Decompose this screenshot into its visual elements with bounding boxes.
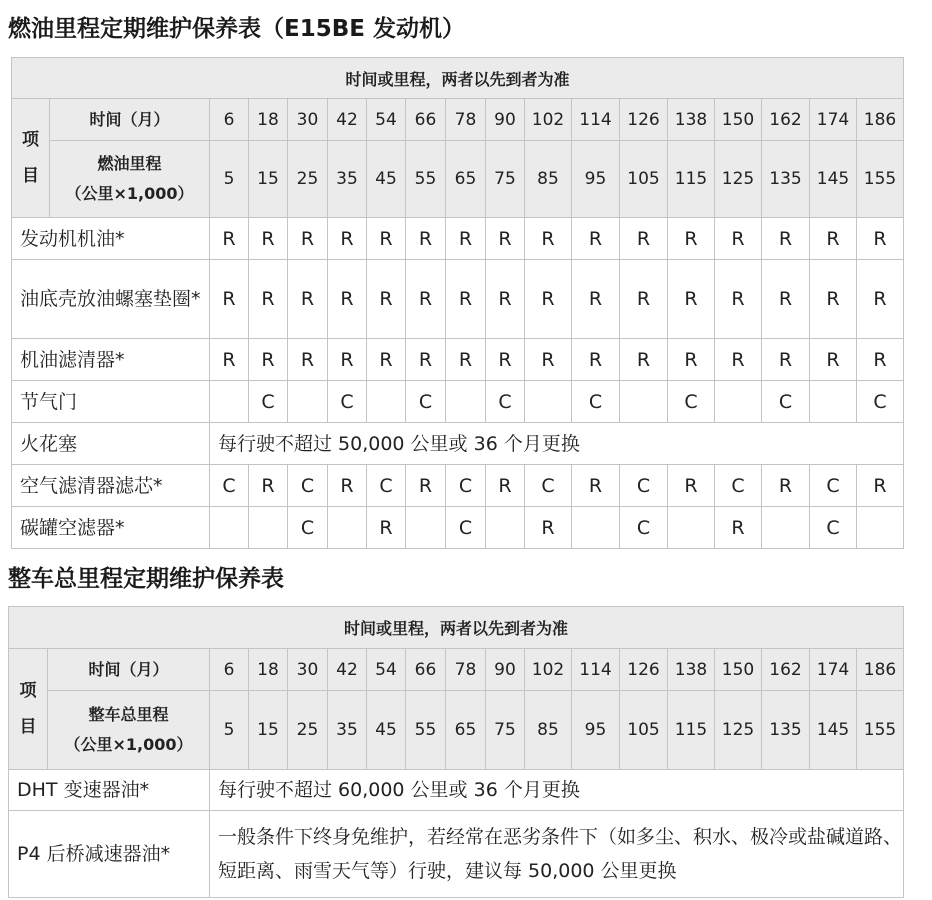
maintenance-mark: R — [857, 339, 904, 381]
month-value: 114 — [572, 649, 620, 691]
maintenance-mark: R — [446, 339, 486, 381]
maintenance-mark: R — [715, 339, 762, 381]
table-row — [12, 507, 904, 549]
month-value: 162 — [762, 99, 810, 141]
month-value: 18 — [249, 649, 288, 691]
table1-maintenance-table — [11, 57, 904, 549]
table-row — [9, 811, 904, 898]
maintenance-mark: R — [249, 465, 288, 507]
maintenance-mark: R — [406, 465, 446, 507]
maintenance-mark: R — [249, 218, 288, 260]
km-value: 115 — [668, 691, 715, 770]
maintenance-mark: R — [762, 465, 810, 507]
month-value: 174 — [810, 649, 857, 691]
maintenance-mark: R — [367, 218, 406, 260]
maintenance-item-name: 机油滤清器* — [12, 339, 210, 381]
month-value: 66 — [406, 99, 446, 141]
table-row — [12, 339, 904, 381]
maintenance-mark: C — [857, 381, 904, 423]
km-value: 55 — [406, 691, 446, 770]
maintenance-mark — [446, 381, 486, 423]
km-value: 65 — [446, 691, 486, 770]
month-value: 54 — [367, 649, 406, 691]
km-value: 35 — [328, 141, 367, 218]
maintenance-mark: C — [446, 507, 486, 549]
distance-label — [48, 691, 210, 770]
maintenance-mark — [525, 381, 572, 423]
maintenance-mark: C — [486, 381, 525, 423]
maintenance-mark: R — [367, 507, 406, 549]
month-value: 30 — [288, 649, 328, 691]
month-value: 30 — [288, 99, 328, 141]
maintenance-mark: R — [249, 260, 288, 339]
maintenance-mark: R — [406, 218, 446, 260]
km-value: 125 — [715, 141, 762, 218]
km-value: 95 — [572, 691, 620, 770]
maintenance-mark: R — [620, 339, 668, 381]
maintenance-mark: R — [857, 465, 904, 507]
maintenance-mark: R — [572, 218, 620, 260]
maintenance-mark — [367, 381, 406, 423]
maintenance-mark — [620, 381, 668, 423]
maintenance-mark: R — [715, 507, 762, 549]
maintenance-mark: R — [810, 218, 857, 260]
km-value: 155 — [857, 141, 904, 218]
maintenance-mark: R — [210, 218, 249, 260]
maintenance-mark: C — [620, 465, 668, 507]
maintenance-mark — [857, 507, 904, 549]
month-value: 78 — [446, 99, 486, 141]
maintenance-mark: R — [857, 218, 904, 260]
km-value: 105 — [620, 691, 668, 770]
maintenance-mark: C — [715, 465, 762, 507]
maintenance-mark: C — [620, 507, 668, 549]
maintenance-mark: R — [406, 339, 446, 381]
maintenance-mark: C — [572, 381, 620, 423]
maintenance-mark: R — [328, 218, 367, 260]
km-value: 5 — [210, 691, 249, 770]
km-value: 75 — [486, 691, 525, 770]
km-value: 105 — [620, 141, 668, 218]
maintenance-mark: R — [367, 339, 406, 381]
maintenance-mark: C — [810, 465, 857, 507]
maintenance-item-name: 碳罐空滤器* — [12, 507, 210, 549]
maintenance-item-name: 油底壳放油螺塞垫圈* — [12, 260, 210, 339]
distance-label-line1: 整车总里程 — [88, 705, 169, 724]
month-value: 42 — [328, 649, 367, 691]
km-value: 25 — [288, 691, 328, 770]
month-value: 162 — [762, 649, 810, 691]
maintenance-mark — [406, 507, 446, 549]
maintenance-mark: C — [249, 381, 288, 423]
maintenance-mark: R — [572, 339, 620, 381]
month-value: 78 — [446, 649, 486, 691]
maintenance-mark — [810, 381, 857, 423]
table-row — [12, 381, 904, 423]
maintenance-mark: R — [288, 218, 328, 260]
maintenance-mark: R — [486, 339, 525, 381]
maintenance-mark — [328, 507, 367, 549]
table2-maintenance-table — [8, 606, 904, 898]
km-value: 65 — [446, 141, 486, 218]
table1-title: 燃油里程定期维护保养表（E15BE 发动机） — [8, 16, 465, 42]
km-value: 85 — [525, 141, 572, 218]
month-value: 150 — [715, 99, 762, 141]
maintenance-mark: R — [486, 260, 525, 339]
maintenance-mark — [210, 381, 249, 423]
distance-label-line1: 燃油里程 — [97, 154, 162, 173]
maintenance-mark: R — [572, 465, 620, 507]
item-column-header — [12, 99, 50, 218]
table-row — [12, 423, 904, 465]
maintenance-mark — [715, 381, 762, 423]
maintenance-mark: R — [762, 218, 810, 260]
maintenance-mark: C — [525, 465, 572, 507]
maintenance-mark: R — [288, 260, 328, 339]
maintenance-mark: R — [288, 339, 328, 381]
maintenance-mark — [288, 381, 328, 423]
schedule-caption: 时间或里程，两者以先到者为准 — [9, 607, 904, 649]
maintenance-mark: R — [328, 465, 367, 507]
month-value: 54 — [367, 99, 406, 141]
maintenance-mark: R — [620, 218, 668, 260]
maintenance-item-name: 节气门 — [12, 381, 210, 423]
maintenance-mark — [572, 507, 620, 549]
distance-label-line2: （公里×1,000） — [65, 184, 194, 203]
maintenance-mark: C — [810, 507, 857, 549]
month-value: 42 — [328, 99, 367, 141]
km-value: 45 — [367, 691, 406, 770]
km-value: 35 — [328, 691, 367, 770]
km-value: 75 — [486, 141, 525, 218]
maintenance-mark: R — [762, 260, 810, 339]
maintenance-mark: C — [288, 507, 328, 549]
maintenance-item-name: DHT 变速器油* — [9, 770, 210, 811]
maintenance-mark: R — [668, 218, 715, 260]
maintenance-note: 每行驶不超过 50,000 公里或 36 个月更换 — [210, 423, 904, 465]
km-value: 15 — [249, 691, 288, 770]
maintenance-mark — [249, 507, 288, 549]
maintenance-mark: R — [486, 465, 525, 507]
maintenance-mark: R — [525, 507, 572, 549]
table-row — [12, 465, 904, 507]
maintenance-mark: R — [715, 218, 762, 260]
distance-label — [50, 141, 210, 218]
month-value: 90 — [486, 649, 525, 691]
table-row — [12, 260, 904, 339]
maintenance-mark: R — [525, 218, 572, 260]
distance-label-line2: （公里×1,000） — [64, 735, 193, 754]
month-value: 102 — [525, 649, 572, 691]
maintenance-mark — [668, 507, 715, 549]
maintenance-mark: R — [406, 260, 446, 339]
maintenance-mark: R — [762, 339, 810, 381]
maintenance-mark: C — [762, 381, 810, 423]
maintenance-mark: R — [668, 260, 715, 339]
maintenance-mark: R — [210, 339, 249, 381]
maintenance-note: 每行驶不超过 60,000 公里或 36 个月更换 — [210, 770, 904, 811]
maintenance-mark: R — [525, 260, 572, 339]
maintenance-mark: C — [668, 381, 715, 423]
maintenance-mark: R — [810, 260, 857, 339]
item-header-char: 目 — [19, 717, 37, 737]
km-value: 45 — [367, 141, 406, 218]
maintenance-item-name: 火花塞 — [12, 423, 210, 465]
km-value: 145 — [810, 141, 857, 218]
km-value: 25 — [288, 141, 328, 218]
km-value: 15 — [249, 141, 288, 218]
maintenance-mark — [210, 507, 249, 549]
month-value: 102 — [525, 99, 572, 141]
maintenance-mark: R — [249, 339, 288, 381]
maintenance-mark: C — [367, 465, 406, 507]
month-value: 18 — [249, 99, 288, 141]
month-value: 174 — [810, 99, 857, 141]
month-value: 138 — [668, 99, 715, 141]
maintenance-mark: C — [328, 381, 367, 423]
month-value: 138 — [668, 649, 715, 691]
maintenance-mark: R — [572, 260, 620, 339]
month-value: 66 — [406, 649, 446, 691]
item-column-header — [9, 649, 48, 770]
time-months-label: 时间（月） — [48, 649, 210, 691]
km-value: 135 — [762, 691, 810, 770]
month-value: 150 — [715, 649, 762, 691]
schedule-caption: 时间或里程，两者以先到者为准 — [12, 58, 904, 99]
km-value: 145 — [810, 691, 857, 770]
maintenance-mark: R — [446, 260, 486, 339]
month-value: 126 — [620, 649, 668, 691]
maintenance-mark: R — [620, 260, 668, 339]
km-value: 125 — [715, 691, 762, 770]
km-value: 95 — [572, 141, 620, 218]
km-value: 115 — [668, 141, 715, 218]
maintenance-note: 一般条件下终身免维护，若经常在恶劣条件下（如多尘、积水、极冷或盐碱道路、短距离、雨雪天气等）行驶，建议每 50,000 公里更换 — [210, 811, 904, 898]
maintenance-mark: R — [328, 260, 367, 339]
maintenance-mark: C — [288, 465, 328, 507]
km-value: 55 — [406, 141, 446, 218]
maintenance-mark: C — [446, 465, 486, 507]
month-value: 126 — [620, 99, 668, 141]
maintenance-mark: R — [525, 339, 572, 381]
km-value: 5 — [210, 141, 249, 218]
month-value: 114 — [572, 99, 620, 141]
maintenance-mark: R — [668, 339, 715, 381]
month-value: 90 — [486, 99, 525, 141]
table2-title: 整车总里程定期维护保养表 — [8, 566, 284, 592]
maintenance-mark: R — [715, 260, 762, 339]
month-value: 6 — [210, 99, 249, 141]
maintenance-mark: R — [486, 218, 525, 260]
table-row — [9, 770, 904, 811]
maintenance-mark: R — [367, 260, 406, 339]
table-row — [12, 218, 904, 260]
maintenance-item-name: 空气滤清器滤芯* — [12, 465, 210, 507]
maintenance-mark: R — [810, 339, 857, 381]
km-value: 135 — [762, 141, 810, 218]
time-months-label: 时间（月） — [50, 99, 210, 141]
maintenance-mark: R — [857, 260, 904, 339]
maintenance-item-name: P4 后桥减速器油* — [9, 811, 210, 898]
km-value: 85 — [525, 691, 572, 770]
month-value: 186 — [857, 649, 904, 691]
maintenance-item-name: 发动机机油* — [12, 218, 210, 260]
item-header-char: 目 — [22, 166, 39, 186]
maintenance-mark: C — [210, 465, 249, 507]
month-value: 186 — [857, 99, 904, 141]
maintenance-mark: R — [210, 260, 249, 339]
item-header-char: 项 — [22, 130, 39, 150]
km-value: 155 — [857, 691, 904, 770]
maintenance-mark — [486, 507, 525, 549]
maintenance-mark: C — [406, 381, 446, 423]
maintenance-mark: R — [668, 465, 715, 507]
maintenance-mark — [762, 507, 810, 549]
maintenance-mark: R — [328, 339, 367, 381]
month-value: 6 — [210, 649, 249, 691]
item-header-char: 项 — [19, 681, 37, 701]
maintenance-mark: R — [446, 218, 486, 260]
